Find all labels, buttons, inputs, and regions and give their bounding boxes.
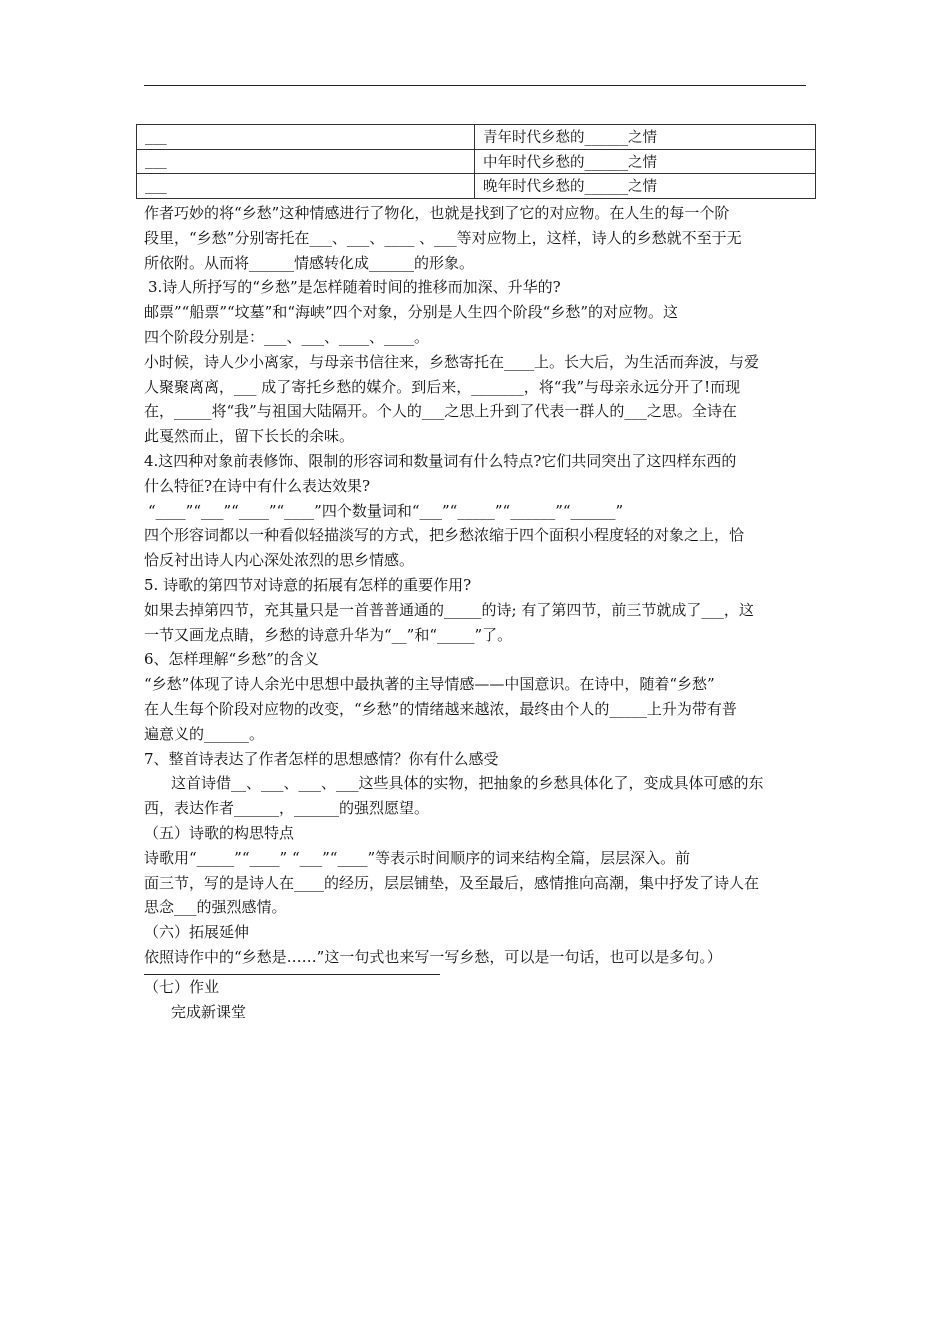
table-cell: ___	[137, 174, 475, 199]
text-line: 恰反衬出诗人内心深处浓烈的思乡情感。	[144, 551, 415, 570]
text-line: 所依附。从而将______情感转化成______的形象。	[144, 253, 475, 272]
header-rule	[144, 85, 806, 86]
text-line: “乡愁”体现了诗人余光中思想中最执著的主导情感——中国意识。在诗中，随着“乡愁”	[144, 675, 715, 694]
text-line: 小时候，诗人少小离家，与母亲书信往来，乡愁寄托在____上。长大后，为生活而奔波，与爱	[144, 352, 760, 371]
table-cell: ___	[137, 125, 475, 150]
text-line: 四个阶段分别是：___、___、____、____。	[144, 327, 430, 346]
text-line: 人聚聚离离，___ 成了寄托乡愁的媒介。到后来，_______，将“我”与母亲永远分开了!而现	[144, 377, 741, 396]
question-heading: 7、整首诗表达了作者怎样的思想感情？你有什么感受	[144, 749, 499, 768]
text-line: “____”“___”“____”“____”四个数量词和“___”“_____”“______”“______”	[148, 501, 624, 520]
table-cell: 中年时代乡愁的______之情	[475, 149, 816, 174]
table-row	[137, 149, 816, 174]
text-line: 西，表达作者______，______的强烈愿望。	[144, 799, 430, 818]
question-heading: 3.诗人所抒写的“乡愁”是怎样随着时间的推移而加深、升华的?	[148, 278, 561, 297]
text-line: 思念___的强烈感情。	[144, 898, 287, 917]
table-cell: ___	[137, 149, 475, 174]
text-line: 段里，“乡愁”分别寄托在___、___、____ 、___等对应物上，这样，诗人的乡愁就不至于无	[144, 228, 742, 247]
text-line: 这首诗借__、___、___、___这些具体的实物，把抽象的乡愁具体化了，变成具体可感的东	[171, 774, 764, 793]
text-line: 四个形容词都以一种看似轻描淡写的方式，把乡愁浓缩于四个面积小程度轻的对象之上，恰	[144, 526, 745, 545]
text-line: 在，_____将“我”与祖国大陆隔开。个人的___之思上升到了代表一群人的___之思。全诗在	[144, 402, 737, 421]
stages-table	[136, 124, 816, 199]
question-heading: 5. 诗歌的第四节对诗意的拓展有怎样的重要作用?	[144, 575, 472, 594]
text-line: 诗歌用“_____”“____” “___”“____”等表示时间顺序的词来结构全篇，层层深入。前	[144, 848, 691, 867]
table-row	[137, 174, 816, 199]
section-heading: （七）作业	[144, 977, 220, 996]
text-line: 在人生每个阶段对应物的改变，“乡愁”的情绪越来越浓，最终由个人的_____上升为带有普	[144, 699, 737, 718]
section-heading: （五）诗歌的构思特点	[144, 823, 295, 842]
document-body	[144, 201, 809, 1024]
text-line: 一节又画龙点睛，乡愁的诗意升华为“__”和“_____”了。	[144, 625, 513, 644]
text-line: 面三节，写的是诗人在____的经历，层层铺垫，及至最后，感情推向高潮，集中抒发了诗人在	[144, 873, 760, 892]
question-heading: 什么特征?在诗中有什么表达效果?	[144, 476, 371, 495]
text-line: 完成新课堂	[171, 1002, 247, 1021]
text-line: 依照诗作中的“乡愁是……”这一句式也来写一写乡愁，可以是一句话，也可以是多句。）	[144, 947, 722, 966]
text-line: 如果去掉第四节，充其量只是一首普普通通的_____的诗; 有了第四节，前三节就成了___，这	[144, 600, 754, 619]
table-cell: 晚年时代乡愁的______之情	[475, 174, 816, 199]
text-line: 作者巧妙的将“乡愁”这种情感进行了物化，也就是找到了它的对应物。在人生的每一个阶	[144, 204, 730, 222]
text-line: 此戛然而止，留下长长的余味。	[144, 427, 355, 446]
question-heading: 6、怎样理解“乡愁”的含义	[144, 650, 319, 669]
table-cell: 青年时代乡愁的______之情	[475, 125, 816, 150]
table-row	[137, 125, 816, 150]
question-heading: 4.这四种对象前表修饰、限制的形容词和数量词有什么特点?它们共同突出了这四样东西的	[144, 451, 737, 470]
text-line: 遍意义的______。	[144, 724, 265, 743]
text-line: 邮票”“船票”“坟墓”和“海峡”四个对象，分别是人生四个阶段“乡愁”的对应物。这	[144, 303, 679, 322]
section-heading: （六）拓展延伸	[144, 923, 250, 942]
